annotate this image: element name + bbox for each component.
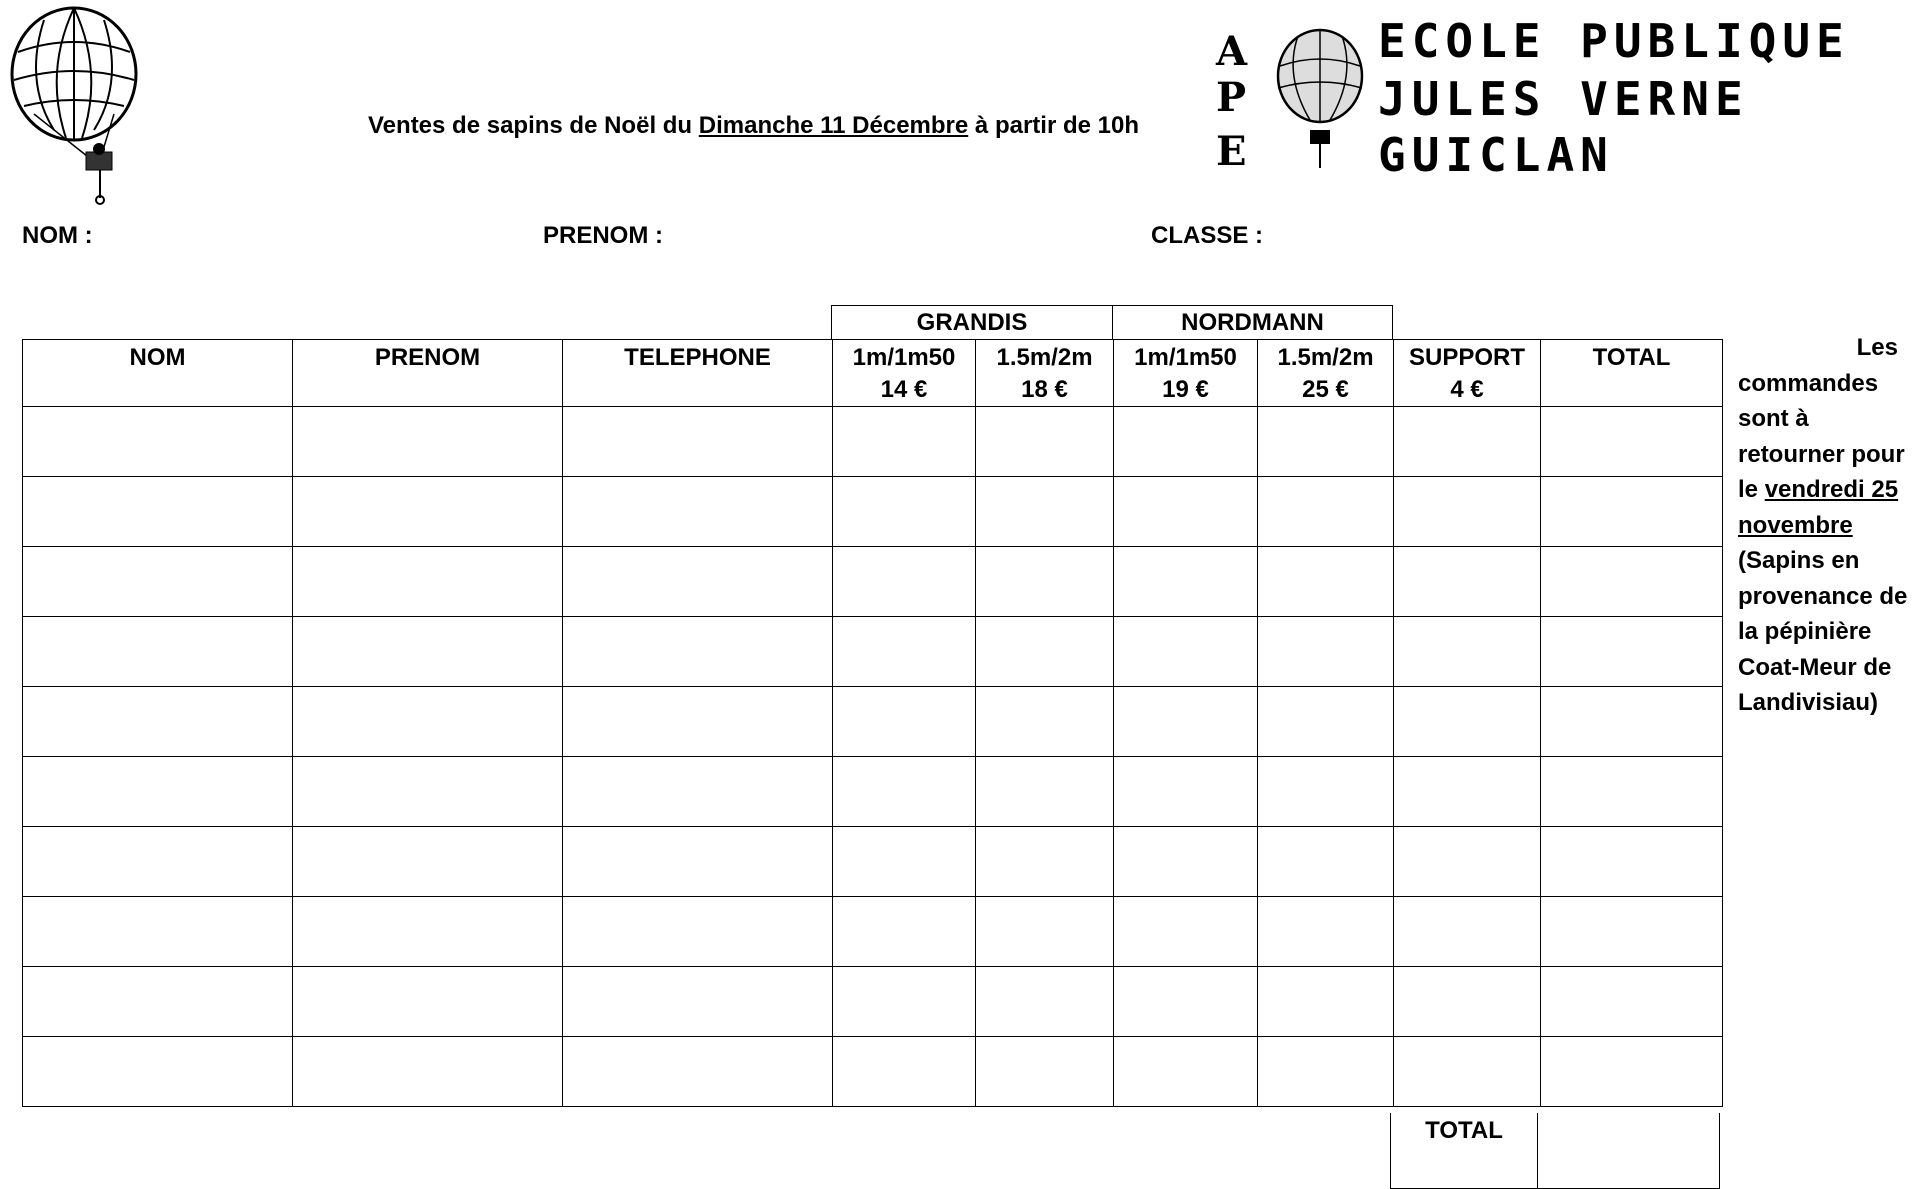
cell-nom[interactable] [23,687,293,757]
cell-grandis-small[interactable] [833,757,976,827]
page-title [368,112,1139,140]
cell-grandis-large[interactable] [976,967,1114,1037]
cell-total[interactable] [1541,477,1723,547]
cell-grandis-small[interactable] [833,897,976,967]
table-row [23,1037,1723,1107]
cell-nordmann-small[interactable] [1114,1037,1258,1107]
ape-letter-a: A [1216,28,1248,75]
table-row [23,547,1723,617]
table-row [23,757,1723,827]
cell-nom[interactable] [23,827,293,897]
title-date: Dimanche 11 Décembre [698,112,969,139]
cell-telephone[interactable] [563,547,833,617]
note-line-4: retourner pour [1738,440,1905,468]
col-support [1394,340,1541,407]
grand-total-value[interactable] [1538,1113,1720,1189]
support-label: SUPPORT [1408,344,1525,371]
col-nom-label: NOM [129,344,186,371]
classe-field-label: CLASSE : [1151,222,1264,249]
cell-nordmann-large[interactable] [1258,617,1394,687]
cell-grandis-small[interactable] [833,967,976,1037]
cell-prenom[interactable] [293,407,563,477]
school-name-line-1: ECOLE PUBLIQUE [1378,14,1850,68]
return-deadline-note [1738,330,1916,721]
cell-nordmann-small[interactable] [1114,407,1258,477]
cell-nordmann-large[interactable] [1258,477,1394,547]
cell-grandis-small[interactable] [833,477,976,547]
table-row [23,897,1723,967]
cell-nordmann-large[interactable] [1258,757,1394,827]
cell-nom[interactable] [23,757,293,827]
col-nordmann-small [1114,340,1258,407]
cell-nordmann-large[interactable] [1258,967,1394,1037]
cell-prenom[interactable] [293,757,563,827]
cell-grandis-small[interactable] [833,1037,976,1107]
note-line-5 [1738,472,1916,508]
note-line-9: la pépinière [1738,618,1872,645]
table-row [23,687,1723,757]
table-row [23,827,1723,897]
table-row [23,967,1723,1037]
grandis-large-size: 1.5m/2m [996,344,1093,371]
ape-letter-p: P [1216,74,1247,121]
cell-telephone[interactable] [563,897,833,967]
cell-total[interactable] [1541,827,1723,897]
cell-telephone[interactable] [563,687,833,757]
cell-nordmann-small[interactable] [1114,617,1258,687]
nordmann-large-size: 1.5m/2m [1277,344,1374,371]
col-nom [23,340,293,407]
col-telephone-label: TELEPHONE [624,344,771,371]
cell-grandis-small[interactable] [833,827,976,897]
order-table [22,339,1723,1107]
grand-total-label: TOTAL [1391,1113,1538,1189]
cell-grandis-small[interactable] [833,407,976,477]
cell-nom[interactable] [23,897,293,967]
note-line-11: Landivisiau) [1738,689,1879,716]
cell-support[interactable] [1394,827,1541,897]
cell-nordmann-small[interactable] [1114,827,1258,897]
cell-nordmann-small[interactable] [1114,477,1258,547]
cell-telephone[interactable] [563,1037,833,1107]
table-row [23,617,1723,687]
cell-telephone[interactable] [563,967,833,1037]
nordmann-small-price: 19 € [1162,376,1209,403]
col-prenom-label: PRENOM [374,344,481,371]
note-deadline-month: novembre [1738,511,1853,539]
cell-nordmann-large[interactable] [1258,407,1394,477]
cell-total[interactable] [1541,897,1723,967]
cell-support[interactable] [1394,1037,1541,1107]
cell-grandis-large[interactable] [976,827,1114,897]
col-grandis-small [833,340,976,407]
order-rows [23,407,1723,1107]
cell-support[interactable] [1394,547,1541,617]
cell-total[interactable] [1541,617,1723,687]
cell-grandis-large[interactable] [976,687,1114,757]
cell-nordmann-large[interactable] [1258,827,1394,897]
cell-support[interactable] [1394,617,1541,687]
cell-nom[interactable] [23,967,293,1037]
note-line-1: Les [1856,334,1898,361]
note-line-7: (Sapins en [1738,547,1860,574]
order-table-header [23,340,1723,407]
cell-prenom[interactable] [293,687,563,757]
cell-grandis-large[interactable] [976,757,1114,827]
title-prefix: Ventes de sapins de Noël du [368,112,693,139]
balloon-logo-right [1270,26,1370,176]
cell-nordmann-large[interactable] [1258,897,1394,967]
table-row [23,407,1723,477]
cell-grandis-large[interactable] [976,547,1114,617]
cell-nordmann-large[interactable] [1258,547,1394,617]
cell-nom[interactable] [23,407,293,477]
nordmann-small-size: 1m/1m50 [1134,344,1237,371]
cell-nordmann-large[interactable] [1258,1037,1394,1107]
note-line-8: provenance de [1738,582,1908,610]
cell-prenom[interactable] [293,897,563,967]
cell-total[interactable] [1541,687,1723,757]
col-nordmann-large [1258,340,1394,407]
cell-support[interactable] [1394,477,1541,547]
cell-nom[interactable] [23,1037,293,1107]
cell-grandis-small[interactable] [833,617,976,687]
cell-nordmann-small[interactable] [1114,967,1258,1037]
cell-grandis-small[interactable] [833,687,976,757]
cell-grandis-small[interactable] [833,547,976,617]
cell-nordmann-small[interactable] [1114,687,1258,757]
note-line-10: Coat-Meur de [1738,653,1892,681]
cell-telephone[interactable] [563,407,833,477]
cell-prenom[interactable] [293,547,563,617]
cell-prenom[interactable] [293,1037,563,1107]
cell-grandis-large[interactable] [976,477,1114,547]
school-name-line-3: GUICLAN [1378,128,1614,182]
prenom-field-label: PRENOM : [543,222,663,249]
cell-telephone[interactable] [563,827,833,897]
cell-prenom[interactable] [293,617,563,687]
support-price: 4 € [1450,376,1484,403]
cell-grandis-large[interactable] [976,1037,1114,1107]
table-row [23,477,1723,547]
cell-grandis-large[interactable] [976,617,1114,687]
cell-nom[interactable] [23,617,293,687]
col-total-label: TOTAL [1592,344,1671,371]
cell-nom[interactable] [23,477,293,547]
cell-total[interactable] [1541,1037,1723,1107]
cell-prenom[interactable] [293,827,563,897]
cell-total[interactable] [1541,967,1723,1037]
cell-prenom[interactable] [293,477,563,547]
school-name-line-2: JULES VERNE [1378,72,1749,126]
note-deadline-date: vendredi 25 [1764,476,1899,503]
balloon-logo-left [4,2,144,208]
grand-total-table [1390,1113,1720,1189]
cell-nordmann-large[interactable] [1258,687,1394,757]
cell-grandis-large[interactable] [976,897,1114,967]
title-suffix: à partir de 10h [974,112,1139,139]
cell-total[interactable] [1541,547,1723,617]
nordmann-large-price: 25 € [1302,376,1349,403]
cell-grandis-large[interactable] [976,407,1114,477]
cell-support[interactable] [1394,897,1541,967]
group-nordmann: NORDMANN [1113,306,1393,340]
cell-support[interactable] [1394,407,1541,477]
grandis-large-price: 18 € [1021,376,1068,403]
cell-total[interactable] [1541,407,1723,477]
grandis-small-price: 14 € [880,376,928,403]
nom-field-label: NOM : [22,222,93,249]
col-prenom [293,340,563,407]
tree-group-header [831,305,1393,339]
cell-telephone[interactable] [563,757,833,827]
cell-nordmann-small[interactable] [1114,897,1258,967]
cell-prenom[interactable] [293,967,563,1037]
group-grandis: GRANDIS [832,306,1113,340]
col-total [1541,340,1723,407]
cell-support[interactable] [1394,967,1541,1037]
cell-total[interactable] [1541,757,1723,827]
ape-letter-e: E [1216,128,1247,175]
col-grandis-large [976,340,1114,407]
note-line-5-prefix: le [1738,476,1765,503]
cell-nordmann-small[interactable] [1114,757,1258,827]
grandis-small-size: 1m/1m50 [852,344,956,371]
cell-telephone[interactable] [563,477,833,547]
cell-nom[interactable] [23,547,293,617]
cell-support[interactable] [1394,687,1541,757]
cell-nordmann-small[interactable] [1114,547,1258,617]
cell-support[interactable] [1394,757,1541,827]
col-telephone [563,340,833,407]
note-line-2: commandes [1738,369,1879,397]
note-line-3: sont à [1738,405,1809,432]
cell-telephone[interactable] [563,617,833,687]
